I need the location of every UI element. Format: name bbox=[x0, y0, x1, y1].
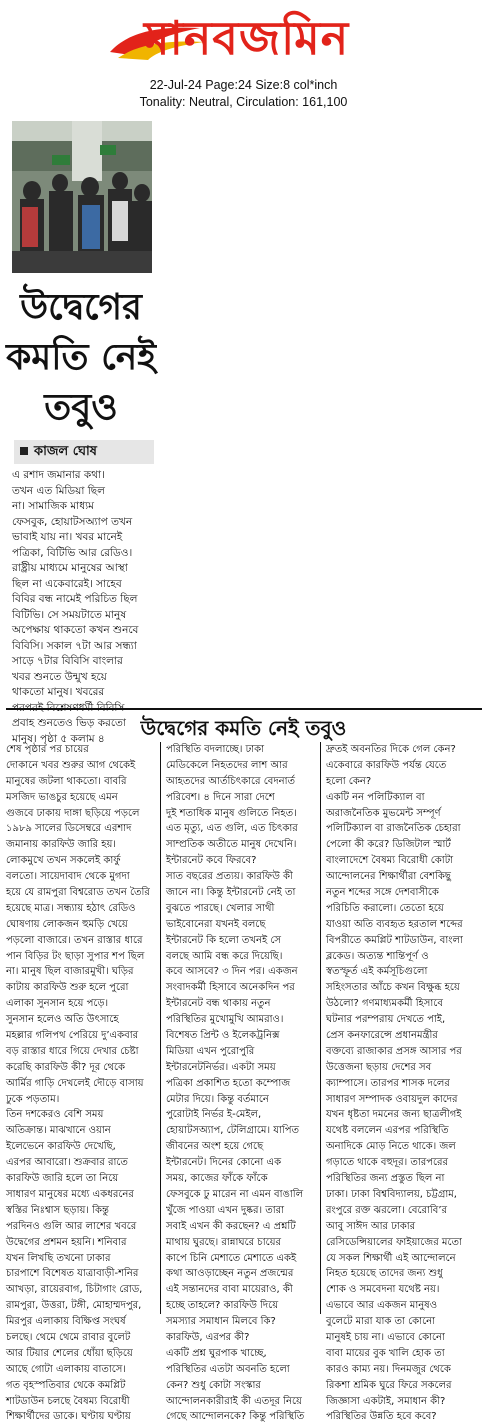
text-line: মিডিয়া এখন পুরোপুরি bbox=[166, 1045, 255, 1057]
text-line: মিরপুর এলাকায় বিক্ষিপ্ত সংঘর্ষ bbox=[6, 1316, 126, 1328]
text-line: মাথায় ঘুরছে। রান্নাঘরে চায়ের bbox=[166, 1236, 281, 1248]
text-line: না। সামাজিক মাধ্যম bbox=[12, 500, 94, 512]
text-line: মহল্লার গলিপথ পেরিয়ে দু’একবার bbox=[6, 1030, 139, 1042]
text-line: একেবারে কারফিউ পর্যন্ত যেতে bbox=[326, 759, 447, 771]
text-line: গেছে আন্দোলনকে? কিন্তু পরিস্থিতি bbox=[166, 1411, 305, 1423]
text-line: কবে আসবে? ৩ দিন পর। একজন bbox=[166, 966, 298, 978]
text-line: কারফিউ, এরপর কী? bbox=[166, 1331, 250, 1343]
text-line: সাধারণ সম্পাদক ওবায়দুল কাদের bbox=[326, 1093, 458, 1105]
text-line: ফেসবুকে ঢু মারেন না এমন বাঙালি bbox=[166, 1188, 304, 1200]
clip-meta-line1: 22-Jul-24 Page:24 Size:8 col*inch bbox=[149, 78, 338, 92]
text-line: বড় রাস্তার ধারে গিয়ে দেখার চেষ্টা bbox=[6, 1045, 139, 1057]
text-line: শিক্ষার্থীদের ডাকে। ঘণ্টায় ঘণ্টায় bbox=[6, 1411, 131, 1423]
text-line: দুই শতাধিক মানুষ গুলিতে নিহত। bbox=[166, 807, 297, 819]
text-line: হয়ে যে রামপুরা বিশ্বরোড তখন তৈরি bbox=[6, 887, 150, 899]
text-line: বুলেটে মারা যাক তা কোনো bbox=[326, 1316, 435, 1328]
text-line: বিবির বন্ধ নামেই পরিচিত ছিল bbox=[12, 593, 138, 605]
text-line: আখড়া, রায়েরবাগ, চিটাগাং রোড, bbox=[6, 1284, 143, 1296]
text-line: হোয়াটসঅ্যাপ, টেলিগ্রামে। যাপিত bbox=[166, 1125, 300, 1137]
text-line: মসজিদ ভাঙচুর হয়েছে এমন bbox=[6, 791, 118, 803]
text-line: ইন্টারনেট বন্ধ থাকায় নতুন bbox=[166, 998, 271, 1010]
text-line: পরিস্থিতির জন্য প্রস্তুত ছিল না bbox=[326, 1173, 445, 1185]
text-line: ঢাকা। ঢাকা বিশ্ববিদ্যালয়, চট্টগ্রাম, bbox=[326, 1188, 457, 1200]
text-line: আর টিয়ার শেলের ধোঁয়া ছড়িয়ে bbox=[6, 1347, 133, 1359]
text-line: নিহত হয়েছে তাদের জন্য শুধু bbox=[326, 1268, 443, 1280]
text-line: ছিল না একেবারেই। সাহেব bbox=[12, 577, 122, 590]
text-line: রংপুরে রক্ত ঝরলো। বেরোবি’র bbox=[326, 1204, 448, 1216]
text-line: কাটায় কারফিউ শুরু হলে পুরো bbox=[6, 982, 129, 994]
text-line: পরিস্থিতির মুখোমুখি আমরাও। bbox=[166, 1014, 284, 1026]
text-line: সংবাদকর্মী হিসাবে অনেকদিন পর bbox=[166, 982, 295, 994]
text-line: একটি প্রশ্ন ঘুরপাক খাচ্ছে, bbox=[166, 1347, 267, 1359]
text-line: এভাবে আর একজন মানুষও bbox=[326, 1300, 438, 1312]
text-line: কথা আওড়াচ্ছেন নতুন প্রজন্মের bbox=[166, 1268, 294, 1280]
headline-line-2: কমতি নেই bbox=[6, 337, 156, 378]
text-line: লোকমুখে তখন সকলেই কার্ফু bbox=[6, 855, 121, 867]
text-line: হচ্ছে তাহলে? কারফিউ দিয়ে bbox=[166, 1300, 279, 1312]
text-line: ভাইবোনেরা যখনই বলছে bbox=[166, 918, 266, 930]
text-line: হয়েছে মাত্র। সন্ধ্যায় হঠাৎ রেডিও bbox=[6, 902, 136, 914]
byline bbox=[14, 440, 154, 464]
text-line: পরিবেশ। ৪ দিনে সারা দেশে bbox=[166, 791, 275, 803]
text-line: জীবনের অংশ হয়ে গেছে bbox=[166, 1141, 264, 1153]
text-line: বাংলাদেশে বৈষম্য বিরোধী কোটা bbox=[326, 855, 454, 867]
text-line: পরিস্থিতির উন্নতি হবে কবে? bbox=[326, 1411, 437, 1423]
byline-square-icon bbox=[20, 447, 28, 455]
continuation-column-3 bbox=[326, 742, 478, 1425]
text-line: চলছে। থেমে থেমে রাবার বুলেট bbox=[6, 1331, 131, 1343]
text-line: বাবা মায়ের বুক খালি হোক তা bbox=[326, 1347, 445, 1359]
text-line: মেটার দিয়ে। কিন্তু বর্তমানে bbox=[166, 1093, 269, 1105]
text-line: বলছে আমি বন্ধ করে দিয়েছি। bbox=[166, 950, 283, 962]
clip-meta-line2: Tonality: Neutral, Circulation: 161,100 bbox=[139, 95, 348, 109]
section-divider bbox=[6, 708, 482, 710]
text-line: শাটডাউন চলছে বৈষম্য বিরোধী bbox=[6, 1395, 130, 1407]
text-line: আবু সাঈদ আর ঢাকার bbox=[326, 1220, 416, 1232]
text-line: নতুন শব্দের সঙ্গে দেশবাসীকে bbox=[326, 887, 439, 899]
byline-author: কাজল ঘোষ bbox=[34, 444, 97, 459]
text-line: বিবিসি। সকাল ৭টা আর সন্ধ্যা bbox=[12, 639, 137, 652]
text-line: চারপাশে বিশেষত যাত্রাবাড়ী-শনির bbox=[6, 1268, 139, 1280]
headline-line-1: উদ্বেগের bbox=[20, 287, 142, 328]
text-line: ঘোষণায় লোকজন হুমড়ি খেয়ে bbox=[6, 918, 128, 930]
text-line: এরপর আবারো। শুক্রবার রাতে bbox=[6, 1157, 128, 1169]
continuation-column-1 bbox=[6, 742, 156, 1425]
text-line: ইন্টারনেটনির্ভর। একটা সময় bbox=[166, 1061, 276, 1073]
text-line: অতিক্রান্ত। মাঝখানে ওয়ান bbox=[6, 1125, 111, 1137]
text-line: পলিটিক্যাল বা রাজনৈতিক চেহারা bbox=[326, 823, 461, 835]
text-line: হলো কেন? bbox=[326, 775, 372, 787]
text-line: সবাই এখন কী করছেন? এ প্রশ্নটি bbox=[166, 1220, 296, 1232]
column-divider bbox=[160, 742, 161, 1314]
text-line: পরিস্থিতি বদলাচ্ছে। ঢাকা bbox=[166, 744, 265, 755]
text-line: ঢুকে পড়তাম। bbox=[6, 1093, 60, 1105]
text-line: সাম্প্রতিক অতীতে মানুষ দেখেনি। bbox=[166, 839, 297, 851]
text-line: গুজবে ঢাকায় দাঙ্গা ছড়িয়ে পড়লে bbox=[6, 807, 140, 819]
text-line: এই সন্তানদের বাবা মায়েরাও, কী bbox=[166, 1284, 293, 1296]
text-line: ফেসবুক, হোয়াটসঅ্যাপ তখন bbox=[12, 515, 133, 528]
text-line: যাওয়া অতি ব্যবহৃত হরতাল শব্দের bbox=[326, 918, 463, 930]
text-line: ইলেভেনে কারফিউ দেখেছি, bbox=[6, 1141, 116, 1153]
text-line: ইন্টারনেট কি হলো তখনই সে bbox=[166, 934, 282, 946]
text-line: সুনসান হলেও অতি উৎসাহে bbox=[6, 1014, 119, 1026]
text-line: আন্দোলনের শিক্ষার্থীরা বেশকিছু bbox=[326, 871, 451, 883]
text-line: প্রেস কনফারেন্সে প্রধানমন্ত্রীর bbox=[326, 1030, 438, 1042]
front-page-body bbox=[12, 468, 154, 747]
text-line: ইন্টারনেট। দিনের কোনো এক bbox=[166, 1157, 282, 1169]
text-line: এত মৃত্যু, এত গুলি, এত চিৎকার bbox=[166, 823, 298, 835]
text-line: সমস্যার সমাধান মিলবে কি? bbox=[166, 1316, 276, 1328]
text-line: সময়, কাজের ফাঁকে ফাঁকে bbox=[166, 1173, 268, 1185]
text-line: যখন লিখছি তখনো ঢাকার bbox=[6, 1252, 111, 1264]
text-line: পরিচিতি করালো। তেতো হয়ে bbox=[326, 902, 444, 914]
text-line: জমানায় কারফিউ জারি হয়। bbox=[6, 839, 116, 851]
text-line: পরিস্থিতির এতটা অবনতি হলো bbox=[166, 1363, 290, 1375]
text-line: বুঝতে পারছে। খেলার সাথী bbox=[166, 902, 275, 914]
text-line: জানে না। কিন্তু ইন্টারনেট নেই তা bbox=[166, 887, 296, 899]
text-line: মানুষের জটলা থাকতো। বাবরি bbox=[6, 775, 127, 787]
text-line: আছে গোটা এলাকায় বাতাসে। bbox=[6, 1363, 126, 1375]
text-line: একটি নন পলিটিক্যাল বা bbox=[326, 791, 425, 803]
text-line: স্বতস্ফূর্ত এই কর্মসূচিগুলো bbox=[326, 966, 428, 978]
text-line: যখন ধৃষ্টতা দমনের জন্য ছাত্রলীগই bbox=[326, 1109, 462, 1121]
column-divider bbox=[320, 742, 321, 1314]
text-line: ঘটনার পরম্পরায় দেখতে পাই, bbox=[326, 1014, 446, 1026]
text-line: শোক ও সমবেদনা যথেষ্ট নয়। bbox=[326, 1284, 440, 1296]
text-line: তিন দশকেরও বেশি সময় bbox=[6, 1109, 104, 1121]
text-line: বলতো। সায়েদাবাদ থেকে মুগদা bbox=[6, 871, 130, 883]
text-line: পড়লো বাজারে। তখন রাস্তার ধারে bbox=[6, 934, 143, 946]
text-line: ব্লকেড। অত্যন্ত শান্তিপূর্ণ ও bbox=[326, 950, 429, 962]
text-line: মানুষ। পৃষ্ঠা ৫ কলাম ৪ bbox=[12, 732, 105, 745]
continuation-headline: উদ্বেগের কমতি নেই তবুও bbox=[140, 716, 347, 740]
text-line: কাপে চিনি মেশাতে মেশাতে একই bbox=[166, 1252, 297, 1264]
text-line: বক্তব্যে রাজাকার প্রসঙ্গ আসার পর bbox=[326, 1045, 462, 1057]
text-line: রিকশা শ্রমিক ঘুরে ফিরে সকলের bbox=[326, 1379, 452, 1391]
text-line: রাষ্ট্রীয় মাধ্যমে মানুষের আস্থা bbox=[12, 562, 128, 574]
text-line: কারফিউ জারি হলে তা নিয়ে bbox=[6, 1173, 119, 1185]
text-line: অরাজনৈতিক মুভমেন্ট সম্পূর্ণ bbox=[326, 807, 441, 819]
text-line: রামপুরা, উত্তরা, টঙ্গী, মোহাম্মদপুর, bbox=[6, 1300, 142, 1312]
text-line: গত বৃহস্পতিবার থেকে কমপ্লিট bbox=[6, 1379, 126, 1391]
text-line: এ রশাদ জমানার কথা। bbox=[12, 469, 105, 481]
text-line: প্রবাহ শুনতেও ভিড় করতো bbox=[12, 717, 126, 729]
text-line: কেন? শুধু কোটা সংস্কার bbox=[166, 1379, 261, 1391]
text-line: আন্দোলনকারীরাই কী এতদূর নিয়ে bbox=[166, 1395, 302, 1407]
text-line: ক্যাম্পাসে। তারপর শাসক দলের bbox=[326, 1077, 450, 1089]
masthead-logo bbox=[108, 8, 384, 70]
text-line: পেলো কী করে? ডিজিটাল স্মার্ট bbox=[326, 839, 451, 851]
article-photo bbox=[12, 121, 152, 273]
text-line: ভাবাই যায় না। খবর মানেই bbox=[12, 531, 123, 543]
text-line: তখন এত মিডিয়া ছিল bbox=[12, 484, 105, 497]
text-line: মানুষই চায় না। এভাবে কোনো bbox=[326, 1331, 445, 1343]
text-line: পত্রিকা প্রকাশিত হতো কম্পোজ bbox=[166, 1077, 291, 1089]
text-line: এলাকা সুনসান হয়ে পড়ে। bbox=[6, 998, 109, 1010]
text-line: অনাদিকে মোড় নিতে থাকে। জল bbox=[326, 1141, 456, 1153]
text-line: সাধারণ মানুষের মধ্যে একধরনের bbox=[6, 1188, 134, 1200]
text-line: উত্তেজনা ছড়ায় দেশের সব bbox=[326, 1061, 432, 1073]
text-line: সাড়ে ৭টার বিবিসি বাংলার bbox=[12, 655, 123, 667]
text-line: আর্মির গাড়ি দেখলেই দৌড়ে বাসায় bbox=[6, 1077, 144, 1089]
text-line: রেসিডেন্সিয়ালের ফাইয়াজের মতো bbox=[326, 1236, 462, 1248]
protest-photo-image bbox=[12, 121, 152, 273]
logo-text: মানবজমিন bbox=[144, 11, 350, 65]
text-line: উঠলো? গণমাধ্যমকর্মী হিসাবে bbox=[326, 998, 443, 1010]
text-line: বিটিভি। সে সময়টাতে মানুষ bbox=[12, 608, 127, 621]
text-line: দ্রুতই অবনতির দিকে গেল কেন? bbox=[326, 744, 456, 755]
text-line: কারও কাম্য নয়। দিনমজুর থেকে bbox=[326, 1363, 451, 1375]
text-line: আহতদের আর্তচিৎকারে বেদনার্ত bbox=[166, 775, 295, 787]
text-line: জিজ্ঞাসা একটাই, সমাধান কী? bbox=[326, 1395, 446, 1407]
text-line: করেছি কারফিউ কী? দূর থেকে bbox=[6, 1061, 125, 1073]
text-line: না। মানুষ ছিল বাজারমুখী। ঘড়ির bbox=[6, 966, 134, 978]
text-line: পুরোটাই নির্ভর ই-মেইল, bbox=[166, 1109, 262, 1121]
text-line: বিশেষত প্রিন্ট ও ইলেকট্রনিক্স bbox=[166, 1030, 280, 1042]
text-line: পত্রিকা, বিটিভি আর রেডিও। bbox=[12, 546, 133, 559]
text-line: যথেষ্ট বললেন এরপর পরিস্থিতি bbox=[326, 1125, 449, 1137]
text-line: ১৯৮৯ সালের ডিসেম্বরে এরশাদ bbox=[6, 823, 132, 835]
text-line: থাকতো মানুষ। খবরের bbox=[12, 686, 105, 698]
headline-line-3: তবুও bbox=[44, 387, 118, 428]
continuation-column-2 bbox=[166, 742, 316, 1425]
text-line: খুঁজে পাওয়া এখন দুষ্কর। তারা bbox=[166, 1204, 285, 1216]
text-line: সহিংসতার আঁচে কখন বিক্ষুব্ধ হয়ে bbox=[326, 982, 460, 994]
text-line: বিপরীতে কমপ্লিট শাটডাউন, বাংলা bbox=[326, 934, 463, 946]
text-line: স্বস্তির নিঃশ্বাস ছড়ায়। কিন্তু bbox=[6, 1204, 109, 1216]
text-line: সাত বছরের প্রত্যয়। কারফিউ কী bbox=[166, 871, 293, 883]
text-line: মেডিকেলে নিহতদের লাশ আর bbox=[166, 759, 288, 771]
text-line: অপেক্ষায় থাকতো কখন শুনবে bbox=[12, 624, 139, 636]
text-line: যে সকল শিক্ষার্থী এই আন্দোলনে bbox=[326, 1252, 456, 1264]
text-line: দোকানে খবর শুরুর আগ থেকেই bbox=[6, 759, 136, 771]
text-line: ইন্টারনেট কবে ফিরবে? bbox=[166, 855, 257, 867]
text-line: গড়াতে থাকে বহুদূর। তারপরের bbox=[326, 1157, 449, 1169]
text-line: পরদিনও গুলি আর লাশের খবরে bbox=[6, 1220, 137, 1232]
text-line: খবর শুনতে উন্মুখ হয়ে bbox=[12, 670, 107, 683]
text-line: উদ্বেগের প্রশমন হয়নি। শনিবার bbox=[6, 1236, 127, 1248]
text-line: শেষ পৃষ্ঠার পর চায়ের bbox=[6, 744, 89, 755]
text-line: পান বিড়ির টং ছাড়া সুপার শপ ছিল bbox=[6, 950, 145, 962]
